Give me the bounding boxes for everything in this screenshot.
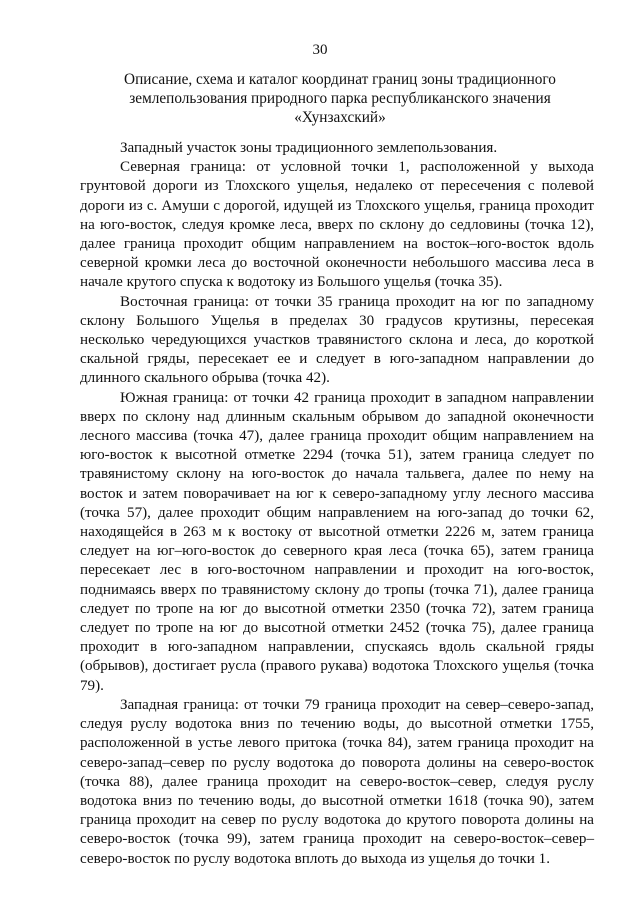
document-title [110, 70, 570, 127]
paragraph-south-boundary: Южная граница: от точки 42 граница проходит в западном направлении вверх по склону над длинным скальным обрывом до западной оконечности лесного массива (точка 47), далее граница проходит общим направлением на юго-восток к высотной отметке 2294 (точка 51), затем граница следует по травянистому склону на юго-восток до начала тальвега, далее по нему на восток и затем поворачивает на юг к северо-западному углу лесного массива (точка 57), далее проходит общим направлением на юго-запад до точки 62, находящейся в 263 м к востоку от высотной отметки 2226 м, затем граница следует на юг–юго-восток до северного края леса (точка 65), затем граница пересекает лес в юго-восточном направлении и проходит на юго-восток, поднимаясь вверх по травянистому склону до тропы (точка 71), далее граница следует по тропе на юг до высотной отметки 2350 (точка 72), затем граница следует по тропе на юг до высотной отметки 2452 (точка 75), далее граница проходит в юго-западном направлении, спускаясь вдоль скальной гряды (обрывов), достигает русла (правого рукава) водотока Тлохского ущелья (точка 79). [80, 389, 594, 694]
paragraph-east-boundary: Восточная граница: от точки 35 граница проходит на юг по западному склону Большого Ущелья в пределах 30 градусов крутизны, пересекая несколько чередующихся участков травянистого склона и леса, до короткой скальной гряды, пересекает ее и следует в юго-западном направлении до длинного скального обрыва (точка 42). [80, 293, 594, 387]
paragraph-north-boundary: Северная граница: от условной точки 1, расположенной у выхода грунтовой дороги из Тлохского ущелья, недалеко от пересечения с полевой дороги из с. Амуши с дорогой, идущей из Тлохского ущелья, граница проходит на юго-восток, следуя кромке леса, вверх по склону до седловины (точка 12), далее граница проходит общим направлением на восток–юго-восток вдоль северной кромки леса до восточной оконечности небольшого массива леса в начале крутого спуска к водотоку из Большого ущелья (точка 35). [80, 159, 594, 291]
section-heading: Западный участок зоны традиционного землепользования. [120, 140, 498, 156]
document-body [80, 139, 594, 869]
title-line-3: «Хунзахский» [294, 109, 386, 126]
title-line-1: Описание, схема и каталог координат границ зоны традиционного [124, 71, 556, 88]
paragraph-west-boundary: Западная граница: от точки 79 граница проходит на север–северо-запад, следуя руслу водотока вниз по течению воды, до высотной отметки 1755, расположенной в устье левого притока (точка 84), затем граница проходит на северо-запад–север по руслу водотока до поворота долины на северо-восток (точка 88), далее граница проходит на северо-восток–север, следуя руслу водотока вниз по течению воды, до высотной отметки 1618 (точка 90), затем граница проходит на север по руслу водотока до крутого поворота долины на северо-восток (точка 99), затем граница проходит на северо-восток–север–северо-восток по руслу водотока вплоть до выхода из ущелья до точки 1. [80, 696, 594, 867]
page-number: 30 [312, 42, 328, 58]
title-line-2: землепользования природного парка республиканского значения [129, 90, 551, 107]
